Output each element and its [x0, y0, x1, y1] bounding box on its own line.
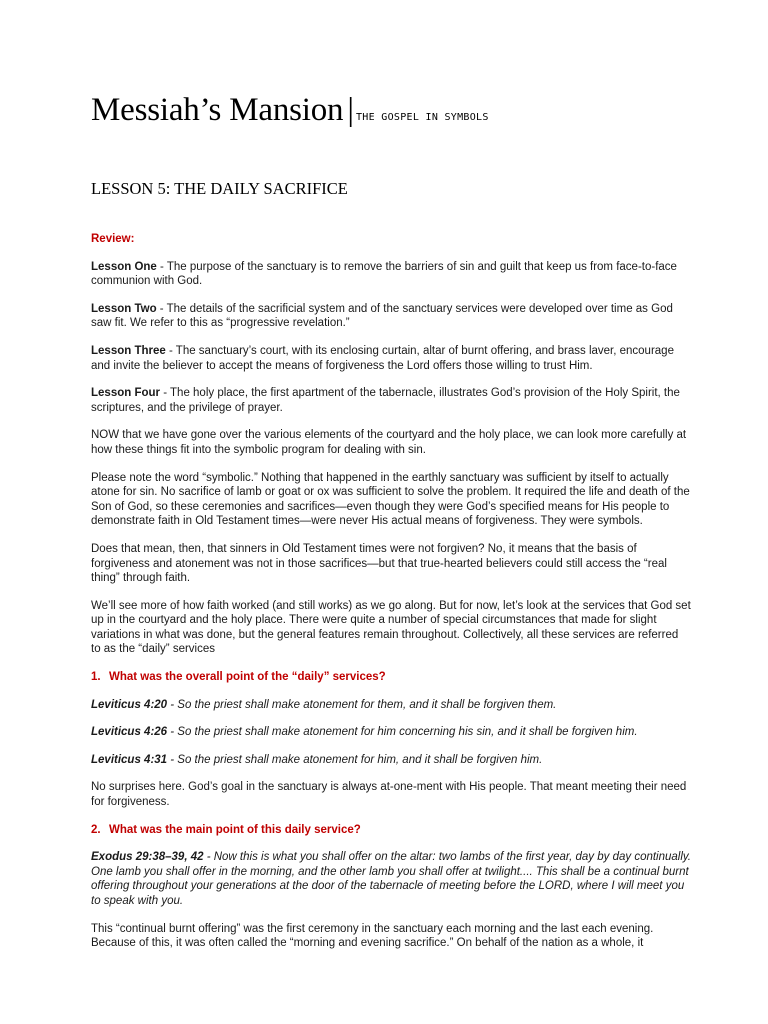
- lesson-label: Lesson Three: [91, 344, 166, 357]
- lesson-label: Lesson One: [91, 260, 157, 273]
- question-text: What was the main point of this daily service?: [109, 823, 361, 836]
- scripture-text: - Now this is what you shall offer on the altar: two lambs of the first year, day by day continually. One lamb you shall offer in the morning, and the other lamb you shall offer at twilight.... This shall be a continual burnt offering throughout your generations at the door of the tabernacle of meeting before the LORD, where I will meet you to speak with you.: [91, 851, 692, 907]
- document-body: [91, 232, 691, 964]
- body-paragraph: We’ll see more of how faith worked (and still works) as we go along. But for now, let’s look at the services that God set up in the courtyard and the holy place. There were quite a number of special circumstances that made for slight variations in what was done, but the general features remain throughout. Collectively, all these services are referred to as the “daily” services: [91, 599, 691, 656]
- lesson-label: Lesson Four: [91, 387, 161, 400]
- question-number: 1.: [91, 671, 101, 684]
- question-heading-one: [91, 670, 691, 685]
- lesson-summary-two: [91, 302, 691, 331]
- scripture-reference: Exodus 29:38–39, 42: [91, 851, 204, 864]
- question-text: What was the overall point of the “daily” services?: [109, 671, 386, 684]
- lesson-summary-one: [91, 260, 691, 289]
- body-paragraph: Does that mean, then, that sinners in Old Testament times were not forgiven? No, it means that the basis of forgiveness and atonement was not in those sacrifices—but that true-hearted believers could still access the “real thing” through faith.: [91, 542, 667, 585]
- lesson-text: - The sanctuary’s court, with its enclosing curtain, altar of burnt offering, and brass laver, encourage and invite the believer to accept the means of forgiveness the Lord offers those willing to trust Him.: [91, 344, 674, 372]
- lesson-text: - The holy place, the first apartment of the tabernacle, illustrates God’s provision of the Holy Spirit, the scriptures, and the privilege of prayer.: [91, 387, 680, 414]
- scripture-reference: Leviticus 4:20: [91, 698, 168, 711]
- lesson-summary-three: [91, 344, 691, 373]
- body-paragraph: NOW that we have gone over the various elements of the courtyard and the holy place, we can look more carefully at how these things fit into the symbolic program for dealing with sin.: [91, 429, 687, 456]
- title-separator: |: [347, 92, 354, 128]
- body-paragraph: This “continual burnt offering” was the first ceremony in the sanctuary each morning and the last each evening. Because of this, it was often called the “morning and evening sacrifice.” On behalf of the nation as a whole, it: [91, 922, 654, 950]
- scripture-reference: Leviticus 4:26: [91, 726, 168, 739]
- lesson-summary-four: [91, 386, 691, 415]
- question-number: 2.: [91, 823, 101, 836]
- lesson-title: LESSON 5: THE DAILY SACRIFICE: [91, 179, 348, 198]
- scripture-text: - So the priest shall make atonement for him concerning his sin, and it shall be forgiven him.: [167, 726, 638, 739]
- document-header: [91, 92, 489, 129]
- body-paragraph: Please note the word “symbolic.” Nothing that happened in the earthly sanctuary was sufficient by itself to actually atone for sin. No sacrifice of lamb or goat or ox was sufficient to solve the problem. It required the life and death of the Son of God, so these ceremonies and sacrifices—even though they were God’s specified means for His people to demonstrate faith in Old Testament times—were never His actual means of forgiveness. They were symbols.: [91, 471, 690, 528]
- body-paragraph: No surprises here. God’s goal in the sanctuary is always at-one-ment with His people. That meant meeting their need for forgiveness.: [91, 781, 687, 809]
- scripture-quote: [91, 753, 691, 768]
- scripture-text: - So the priest shall make atonement for him, and it shall be forgiven him.: [167, 753, 543, 766]
- scripture-quote: [91, 698, 691, 713]
- document-subtitle: THE GOSPEL IN SYMBOLS: [355, 112, 489, 123]
- scripture-text: - So the priest shall make atonement for them, and it shall be forgiven them.: [167, 698, 557, 711]
- lesson-text: - The purpose of the sanctuary is to remove the barriers of sin and guilt that keep us from face-to-face communion with God.: [91, 260, 677, 288]
- scripture-reference: Leviticus 4:31: [91, 753, 168, 766]
- scripture-quote: [91, 725, 691, 740]
- review-label: Review:: [91, 233, 135, 245]
- document-title: Messiah’s Mansion: [91, 92, 344, 128]
- lesson-label: Lesson Two: [91, 302, 157, 315]
- lesson-text: - The details of the sacrificial system and of the sanctuary services were developed over time as God saw fit. We refer to this as “progressive revelation.”: [91, 302, 673, 330]
- scripture-quote: [91, 850, 691, 908]
- question-heading-two: [91, 823, 691, 838]
